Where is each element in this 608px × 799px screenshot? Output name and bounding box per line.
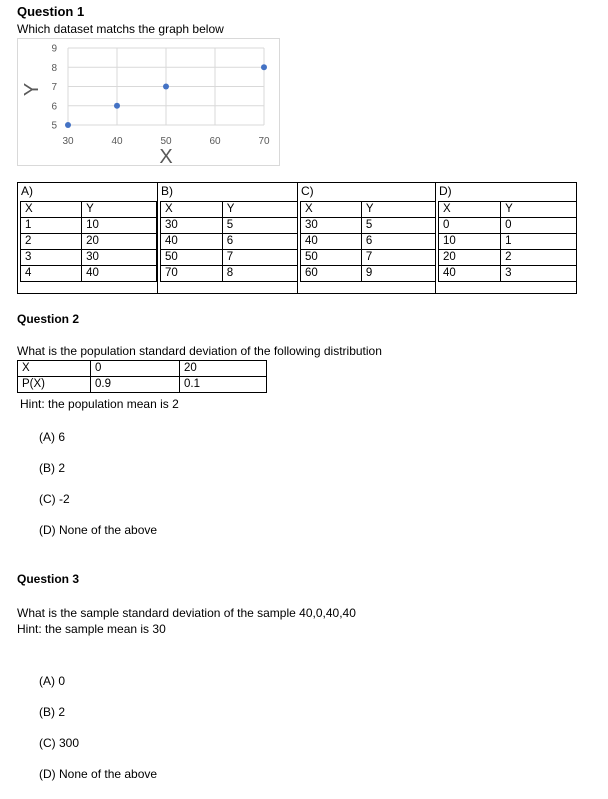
pmf-cell: 0.9 [91, 377, 180, 393]
x-axis-title: X [159, 146, 173, 165]
y-cell: 9 [361, 266, 435, 282]
data-point [163, 84, 169, 90]
x-cell: 20 [439, 250, 501, 266]
x-tick-label: 70 [258, 136, 270, 147]
y-header: Y [361, 202, 435, 218]
y-header: Y [222, 202, 297, 218]
y-tick-label: 8 [51, 62, 57, 74]
x-header: X [161, 202, 223, 218]
y-tick-label: 9 [51, 43, 57, 55]
y-axis-title: Y [21, 82, 43, 97]
data-point [65, 122, 71, 128]
x-cell: 30 [301, 218, 362, 234]
y-tick-label: 7 [51, 82, 57, 93]
option-table [20, 201, 157, 282]
option-d [435, 183, 577, 293]
option-a [18, 183, 157, 293]
y-tick-label: 6 [51, 101, 57, 113]
y-cell: 6 [222, 234, 297, 250]
x-header: X [21, 202, 82, 218]
y-tick-label: 5 [51, 120, 57, 132]
y-cell: 40 [82, 266, 157, 282]
q1-heading: Question 1 [17, 4, 85, 19]
y-cell: 1 [501, 234, 577, 250]
q2-hint: Hint: the population mean is 2 [20, 397, 179, 411]
y-cell: 20 [82, 234, 157, 250]
x-tick-label: 50 [160, 136, 172, 147]
pmf-cell: 0.1 [180, 377, 267, 393]
option-b [157, 183, 298, 293]
q2-prompt: What is the population standard deviation of the following distribution [17, 344, 382, 358]
x-cell: 1 [21, 218, 82, 234]
distribution-table [17, 360, 267, 393]
q3-choice-d: (D) None of the above [39, 767, 158, 781]
dataset-options [17, 182, 577, 294]
y-cell: 30 [82, 250, 157, 266]
x-cell: 60 [301, 266, 362, 282]
data-point [114, 103, 120, 109]
x-header: X [439, 202, 501, 218]
x-cell: 40 [439, 266, 501, 282]
y-cell: 8 [222, 266, 297, 282]
x-cell: 50 [301, 250, 362, 266]
option-label: C) [301, 184, 314, 198]
q3-choice-a: (A) 0 [39, 674, 66, 688]
x-cell: 0 [439, 218, 501, 234]
x-tick-label: 60 [209, 136, 221, 147]
x-tick-label: 40 [111, 136, 123, 147]
x-cell: 30 [161, 218, 223, 234]
option-c [297, 183, 436, 293]
scatter-chart [17, 38, 280, 166]
y-cell: 5 [361, 218, 435, 234]
y-header: Y [501, 202, 577, 218]
q2-choice-d: (D) None of the above [39, 523, 158, 537]
x-cell: 70 [161, 266, 223, 282]
q1-prompt: Which dataset matchs the graph below [17, 22, 224, 36]
option-label: D) [439, 184, 452, 198]
q2-heading: Question 2 [17, 312, 80, 326]
q3-hint: Hint: the sample mean is 30 [17, 622, 166, 636]
y-header: Y [82, 202, 157, 218]
q3-prompt: What is the sample standard deviation of the sample 40,0,40,40 [17, 606, 356, 620]
y-cell: 3 [501, 266, 577, 282]
pmf-cell: 20 [180, 361, 267, 377]
y-cell: 10 [82, 218, 157, 234]
q2-choice-c: (C) -2 [39, 492, 70, 506]
option-table [300, 201, 436, 282]
option-table [438, 201, 577, 282]
q3-heading: Question 3 [17, 572, 80, 586]
y-cell: 6 [361, 234, 435, 250]
x-cell: 4 [21, 266, 82, 282]
option-label: A) [21, 184, 33, 198]
option-table [160, 201, 298, 282]
pmf-cell: 0 [91, 361, 180, 377]
x-cell: 40 [161, 234, 223, 250]
x-cell: 3 [21, 250, 82, 266]
y-cell: 5 [222, 218, 297, 234]
q2-choice-a: (A) 6 [39, 430, 66, 444]
pmf-p-label: P(X) [18, 377, 91, 393]
y-cell: 7 [222, 250, 297, 266]
x-tick-label: 30 [62, 136, 74, 147]
x-cell: 2 [21, 234, 82, 250]
q3-choice-b: (B) 2 [39, 705, 66, 719]
pmf-x-label: X [18, 361, 91, 377]
data-point [261, 64, 267, 70]
x-header: X [301, 202, 362, 218]
q3-choice-c: (C) 300 [39, 736, 80, 750]
option-label: B) [161, 184, 173, 198]
scatter-chart-svg [18, 39, 279, 165]
y-cell: 7 [361, 250, 435, 266]
y-cell: 0 [501, 218, 577, 234]
q2-choice-b: (B) 2 [39, 461, 66, 475]
x-cell: 40 [301, 234, 362, 250]
y-cell: 2 [501, 250, 577, 266]
x-cell: 50 [161, 250, 223, 266]
x-cell: 10 [439, 234, 501, 250]
